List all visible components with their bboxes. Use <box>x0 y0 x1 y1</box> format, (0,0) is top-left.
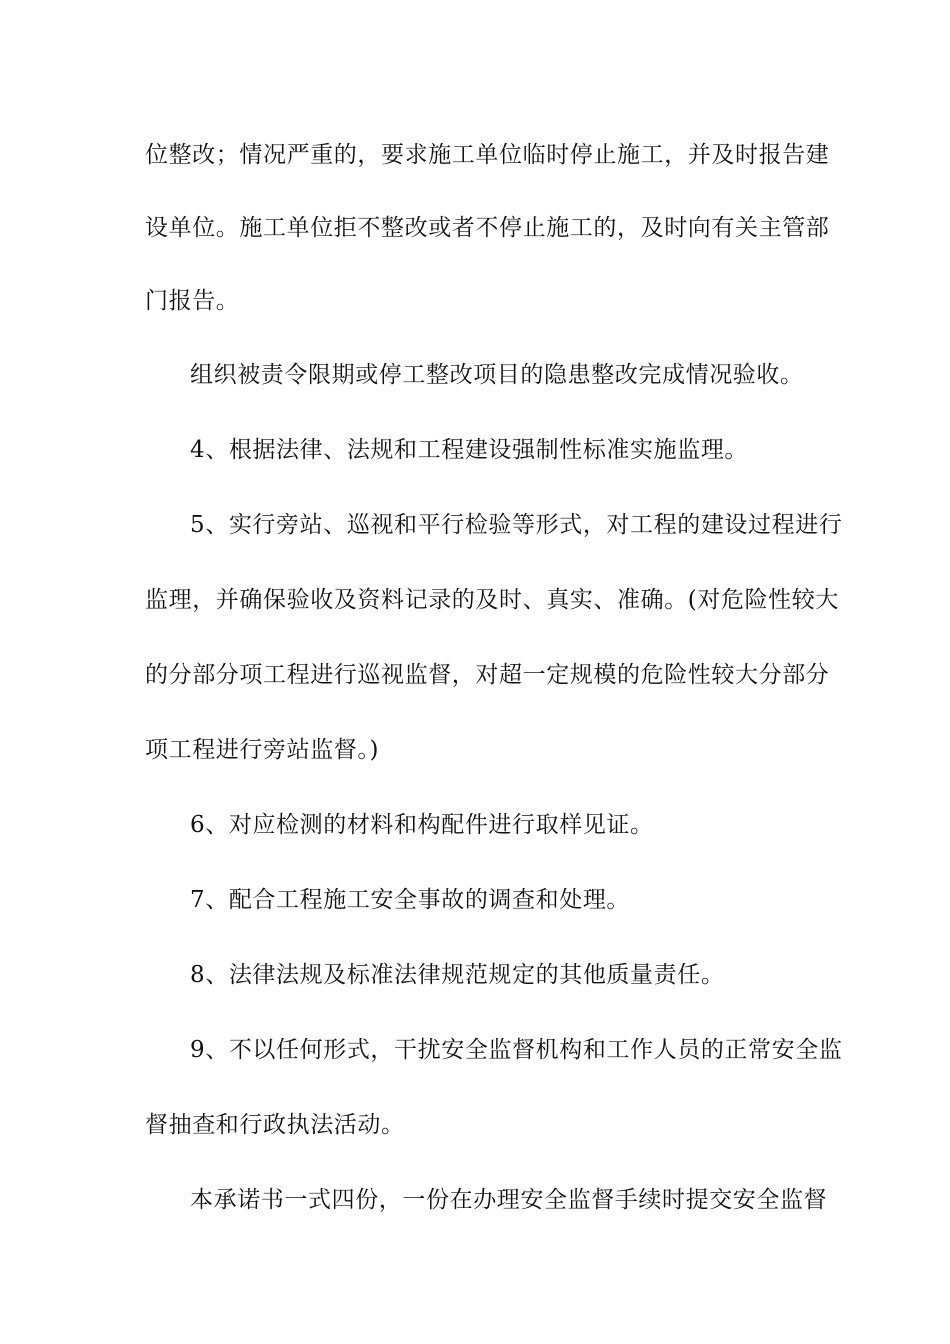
text-line: 位整改；情况严重的，要求施工单位临时停止施工，并及时报告建 <box>145 142 830 168</box>
text-line: 监理，并确保验收及资料记录的及时、真实、准确。(对危险性较大 <box>145 587 839 613</box>
text-line: 项工程进行旁站监督。) <box>145 737 380 763</box>
text-line: 督抽查和行政执法活动。 <box>145 1112 405 1138</box>
paragraph-start: 8、法律法规及标准法律规范规定的其他质量责任。 <box>190 962 725 988</box>
paragraph-start: 本承诺书一式四份，一份在办理安全监督手续时提交安全监督 <box>190 1187 828 1213</box>
paragraph-start: 9、不以任何形式，干扰安全监督机构和工作人员的正常安全监 <box>190 1037 843 1063</box>
text-line: 门报告。 <box>145 288 240 314</box>
paragraph-start: 7、配合工程施工安全事故的调查和处理。 <box>190 887 631 913</box>
paragraph-start: 4、根据法律、法规和工程建设强制性标准实施监理。 <box>190 437 749 463</box>
paragraph-start: 5、实行旁站、巡视和平行检验等形式，对工程的建设过程进行 <box>190 512 843 538</box>
text-line: 的分部分项工程进行巡视监督，对超一定规模的危险性较大分部分 <box>145 662 830 688</box>
paragraph-start: 6、对应检测的材料和构配件进行取样见证。 <box>190 812 654 838</box>
text-line: 设单位。施工单位拒不整改或者不停止施工的，及时向有关主管部 <box>145 215 830 241</box>
paragraph-start: 组织被责令限期或停工整改项目的隐患整改完成情况验收。 <box>190 362 804 388</box>
